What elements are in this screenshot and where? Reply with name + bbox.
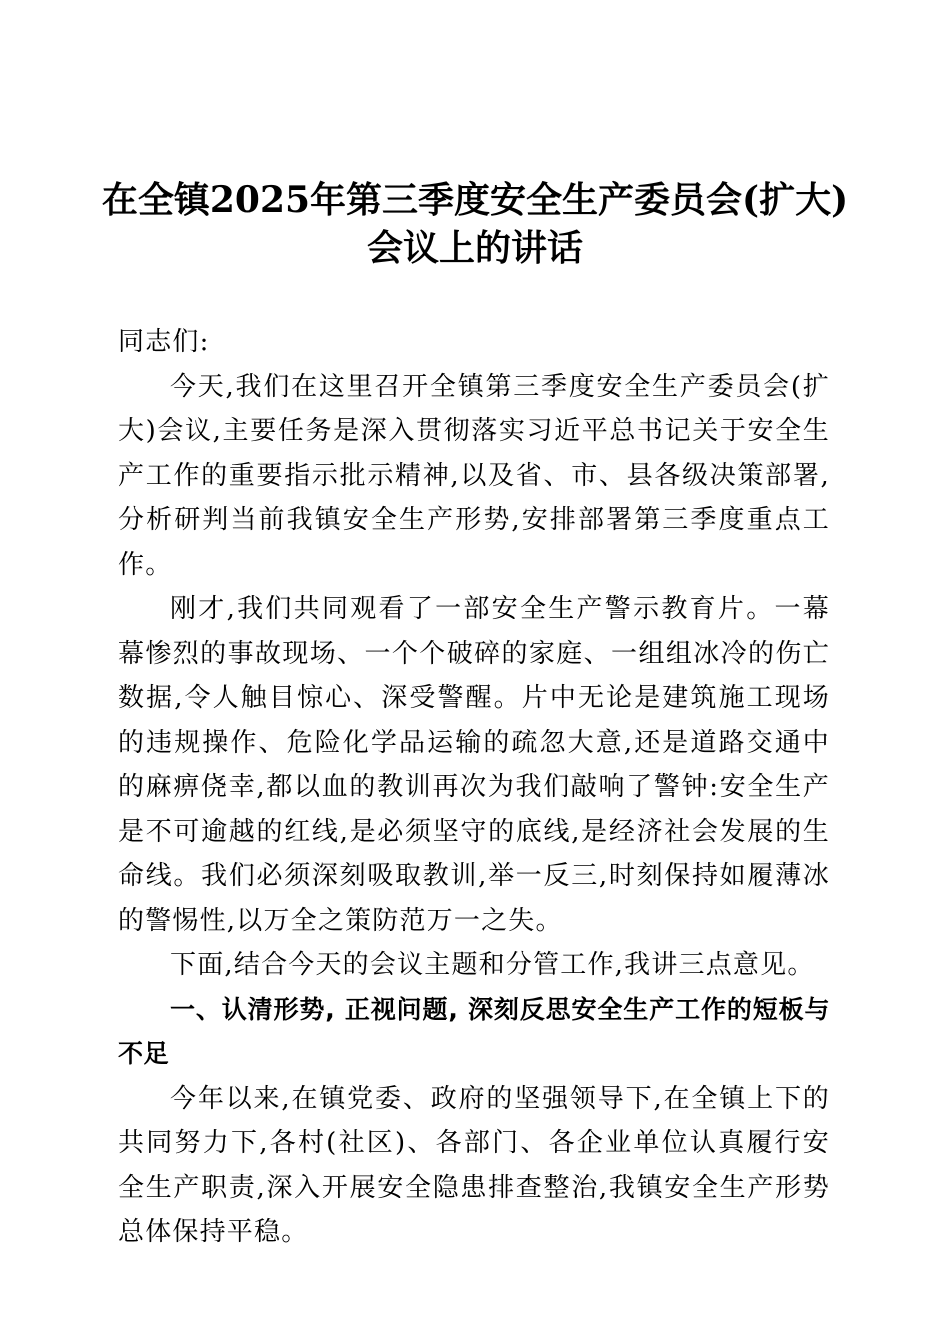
salutation: 同志们:: [118, 327, 210, 357]
title-line-1: 在全镇2025年第三季度安全生产委员会(扩大): [101, 179, 849, 221]
title-line-2: 会议上的讲话: [366, 227, 583, 269]
document-body: [118, 320, 830, 1255]
paragraph-1: 今天,我们在这里召开全镇第三季度安全生产委员会(扩大)会议,主要任务是深入贯彻落实习近平总书记关于安全生产工作的重要指示批示精神,以及省、市、县各级决策部署,分析研判当前我镇安全生产形势,安排部署第三季度重点工作。: [118, 371, 830, 580]
paragraph-2: 刚才,我们共同观看了一部安全生产警示教育片。一幕幕惨烈的事故现场、一个个破碎的家庭、一组组冰冷的伤亡数据,令人触目惊心、深受警醒。片中无论是建筑施工现场的违规操作、危险化学品运输的疏忽大意,还是道路交通中的麻痹侥幸,都以血的教训再次为我们敲响了警钟:安全生产是不可逾越的红线,是必须坚守的底线,是经济社会发展的生命线。我们必须深刻吸取教训,举一反三,时刻保持如履薄冰的警惕性,以万全之策防范万一之失。: [118, 594, 830, 936]
section-1-paragraph: 今年以来,在镇党委、政府的坚强领导下,在全镇上下的共同努力下,各村(社区)、各部门、各企业单位认真履行安全生产职责,深入开展安全隐患排查整治,我镇安全生产形势总体保持平稳。: [118, 1083, 830, 1247]
document-title: [100, 176, 850, 272]
section-heading-1: 一、认清形势, 正视问题, 深刻反思安全生产工作的短板与不足: [118, 994, 830, 1068]
paragraph-3: 下面,结合今天的会议主题和分管工作,我讲三点意见。: [170, 950, 815, 980]
